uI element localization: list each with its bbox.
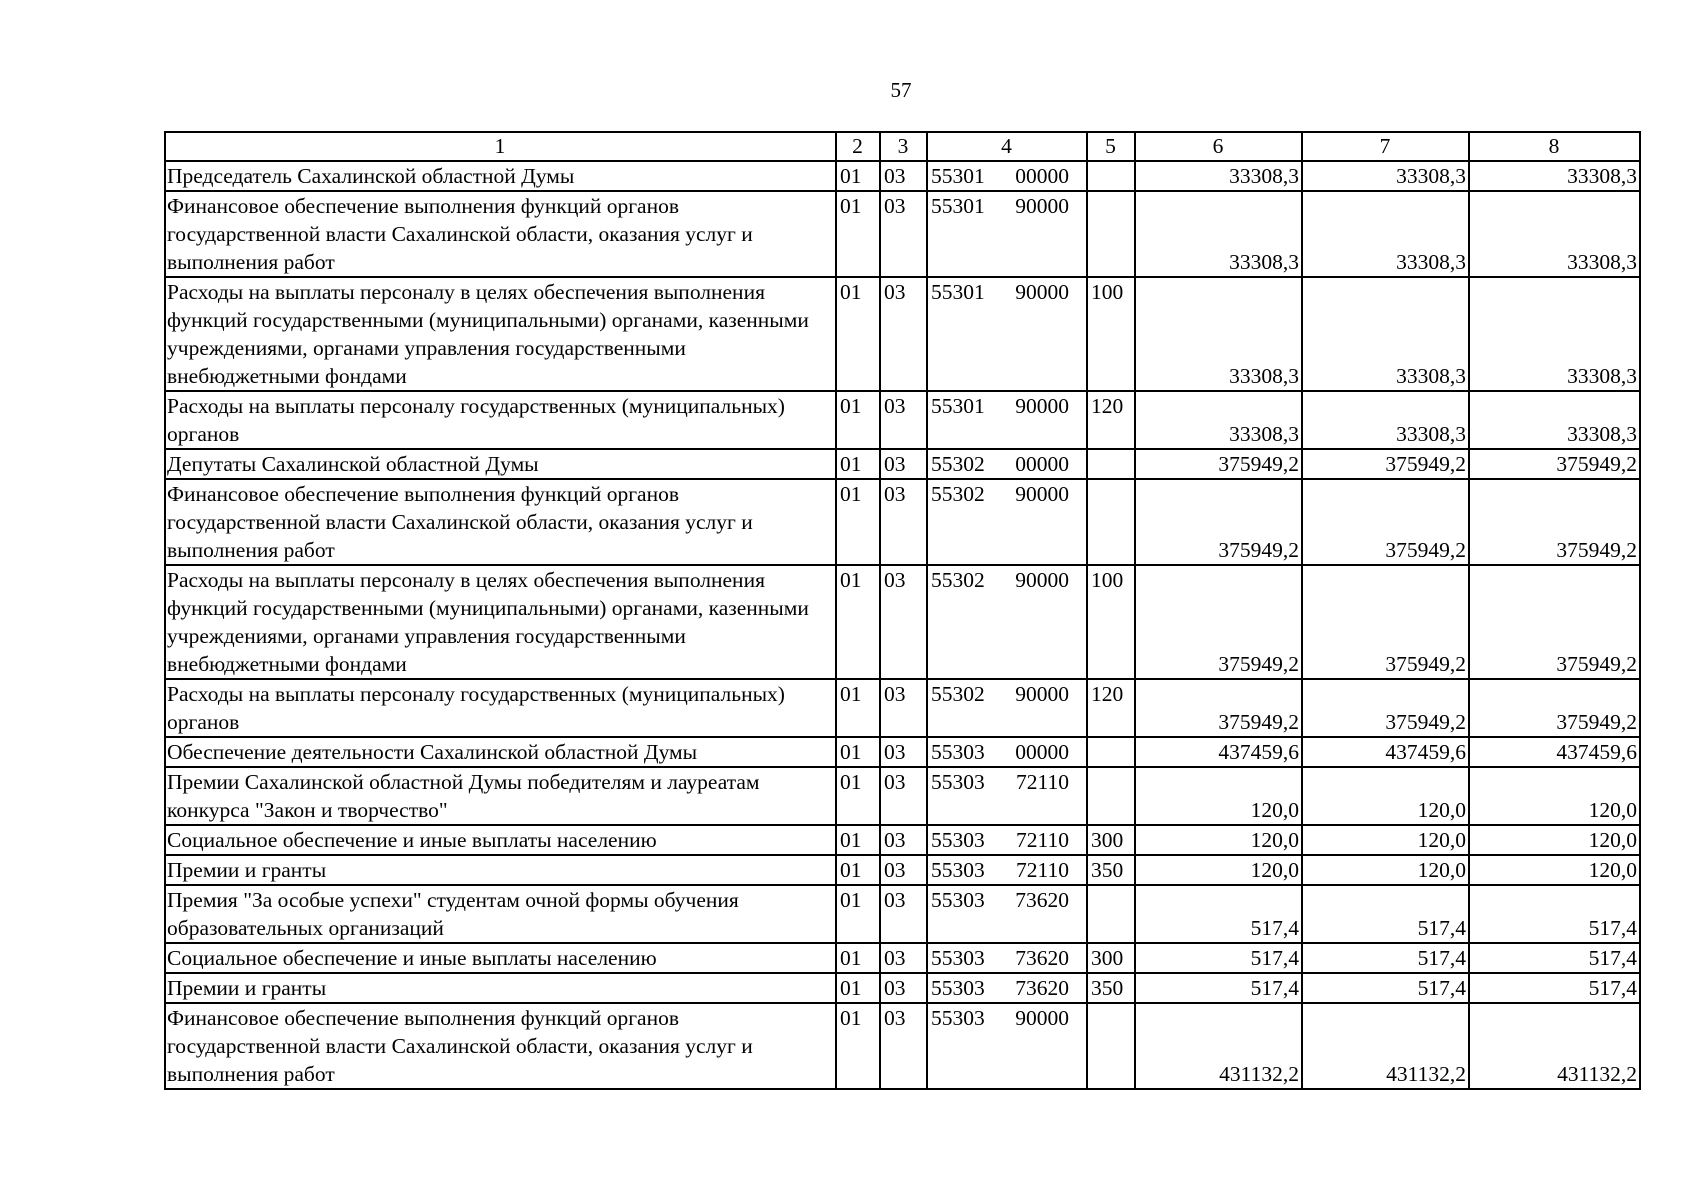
row-name-cell: Председатель Сахалинской областной Думы — [165, 161, 836, 191]
section-code-cell: 01 — [836, 449, 880, 479]
expense-type-cell — [1087, 191, 1135, 277]
amount-col7-cell: 431132,2 — [1302, 1003, 1469, 1089]
target-article-program-code: 55303 — [931, 976, 985, 1000]
amount-col8-cell: 120,0 — [1469, 825, 1640, 855]
target-article-direction-code: 90000 — [1015, 568, 1069, 592]
target-article-cell — [927, 161, 1087, 191]
amount-col7-cell: 33308,3 — [1302, 191, 1469, 277]
expense-type-cell — [1087, 449, 1135, 479]
subsection-code-cell: 03 — [880, 825, 927, 855]
amount-col8-cell: 375949,2 — [1469, 679, 1640, 737]
subsection-code-cell: 03 — [880, 449, 927, 479]
target-article-cell — [927, 479, 1087, 565]
table-row — [165, 679, 1640, 737]
row-name-cell: Финансовое обеспечение выполнения функций органов государственной власти Сахалинской области, оказания услуг и выполнения работ — [165, 1003, 836, 1089]
target-article-direction-code: 00000 — [1015, 164, 1069, 188]
amount-col8-cell: 33308,3 — [1469, 191, 1640, 277]
row-name-cell: Премии и гранты — [165, 973, 836, 1003]
expense-type-cell: 350 — [1087, 855, 1135, 885]
target-article-cell — [927, 855, 1087, 885]
header-cell: 3 — [880, 132, 927, 161]
table-row — [165, 479, 1640, 565]
amount-col6-cell: 120,0 — [1135, 855, 1302, 885]
amount-col7-cell: 33308,3 — [1302, 161, 1469, 191]
section-code-cell: 01 — [836, 943, 880, 973]
section-code-cell: 01 — [836, 277, 880, 391]
target-article-cell — [927, 737, 1087, 767]
target-article-direction-code: 90000 — [1015, 1006, 1069, 1030]
target-article-direction-code: 72110 — [1016, 770, 1069, 794]
table-row — [165, 277, 1640, 391]
target-article-cell — [927, 943, 1087, 973]
table-row — [165, 449, 1640, 479]
table-row — [165, 737, 1640, 767]
target-article-direction-code: 90000 — [1015, 280, 1069, 304]
amount-col8-cell: 437459,6 — [1469, 737, 1640, 767]
subsection-code-cell: 03 — [880, 973, 927, 1003]
amount-col7-cell: 517,4 — [1302, 973, 1469, 1003]
target-article-direction-code: 90000 — [1015, 394, 1069, 418]
target-article-cell — [927, 277, 1087, 391]
amount-col6-cell: 33308,3 — [1135, 161, 1302, 191]
row-name-cell: Расходы на выплаты персоналу государственных (муниципальных) органов — [165, 679, 836, 737]
table-row — [165, 825, 1640, 855]
amount-col7-cell: 33308,3 — [1302, 391, 1469, 449]
table-row — [165, 855, 1640, 885]
expense-type-cell — [1087, 767, 1135, 825]
amount-col8-cell: 375949,2 — [1469, 449, 1640, 479]
amount-col8-cell: 120,0 — [1469, 767, 1640, 825]
expense-type-cell: 120 — [1087, 679, 1135, 737]
target-article-program-code: 55301 — [931, 194, 985, 218]
target-article-direction-code: 90000 — [1015, 194, 1069, 218]
section-code-cell: 01 — [836, 1003, 880, 1089]
expense-type-cell — [1087, 161, 1135, 191]
header-row — [165, 132, 1640, 161]
target-article-program-code: 55303 — [931, 1006, 985, 1030]
expense-type-cell: 100 — [1087, 277, 1135, 391]
table-row — [165, 973, 1640, 1003]
subsection-code-cell: 03 — [880, 161, 927, 191]
amount-col6-cell: 517,4 — [1135, 973, 1302, 1003]
table-row — [165, 565, 1640, 679]
subsection-code-cell: 03 — [880, 565, 927, 679]
amount-col8-cell: 33308,3 — [1469, 391, 1640, 449]
target-article-program-code: 55303 — [931, 828, 985, 852]
amount-col8-cell: 33308,3 — [1469, 161, 1640, 191]
target-article-cell — [927, 449, 1087, 479]
expense-type-cell — [1087, 479, 1135, 565]
target-article-cell — [927, 767, 1087, 825]
expense-type-cell: 300 — [1087, 943, 1135, 973]
target-article-program-code: 55301 — [931, 280, 985, 304]
expense-type-cell: 100 — [1087, 565, 1135, 679]
amount-col6-cell: 437459,6 — [1135, 737, 1302, 767]
subsection-code-cell: 03 — [880, 885, 927, 943]
target-article-program-code: 55303 — [931, 888, 985, 912]
section-code-cell: 01 — [836, 825, 880, 855]
subsection-code-cell: 03 — [880, 479, 927, 565]
target-article-program-code: 55301 — [931, 394, 985, 418]
section-code-cell: 01 — [836, 767, 880, 825]
subsection-code-cell: 03 — [880, 391, 927, 449]
amount-col8-cell: 375949,2 — [1469, 479, 1640, 565]
section-code-cell: 01 — [836, 391, 880, 449]
target-article-cell — [927, 1003, 1087, 1089]
row-name-cell: Депутаты Сахалинской областной Думы — [165, 449, 836, 479]
expense-type-cell — [1087, 885, 1135, 943]
target-article-direction-code: 72110 — [1016, 828, 1069, 852]
amount-col7-cell: 120,0 — [1302, 855, 1469, 885]
table-row — [165, 191, 1640, 277]
subsection-code-cell: 03 — [880, 943, 927, 973]
subsection-code-cell: 03 — [880, 679, 927, 737]
header-cell: 7 — [1302, 132, 1469, 161]
row-name-cell: Расходы на выплаты персоналу в целях обеспечения выполнения функций государственными (муниципальными) органами, казенными учреждениями, органами управления государственными внебюджетными фондами — [165, 277, 836, 391]
target-article-program-code: 55302 — [931, 682, 985, 706]
expense-type-cell — [1087, 1003, 1135, 1089]
section-code-cell: 01 — [836, 885, 880, 943]
amount-col6-cell: 120,0 — [1135, 767, 1302, 825]
amount-col6-cell: 375949,2 — [1135, 479, 1302, 565]
amount-col7-cell: 375949,2 — [1302, 679, 1469, 737]
amount-col6-cell: 33308,3 — [1135, 191, 1302, 277]
target-article-program-code: 55303 — [931, 770, 985, 794]
target-article-program-code: 55302 — [931, 452, 985, 476]
amount-col7-cell: 375949,2 — [1302, 479, 1469, 565]
target-article-cell — [927, 565, 1087, 679]
expense-type-cell: 120 — [1087, 391, 1135, 449]
header-cell: 6 — [1135, 132, 1302, 161]
amount-col7-cell: 375949,2 — [1302, 565, 1469, 679]
section-code-cell: 01 — [836, 679, 880, 737]
header-cell: 5 — [1087, 132, 1135, 161]
row-name-cell: Обеспечение деятельности Сахалинской областной Думы — [165, 737, 836, 767]
table-body — [165, 161, 1640, 1089]
table-row — [165, 943, 1640, 973]
row-name-cell: Социальное обеспечение и иные выплаты населению — [165, 825, 836, 855]
target-article-program-code: 55303 — [931, 946, 985, 970]
target-article-direction-code: 90000 — [1015, 482, 1069, 506]
row-name-cell: Расходы на выплаты персоналу в целях обеспечения выполнения функций государственными (муниципальными) органами, казенными учреждениями, органами управления государственными внебюджетными фондами — [165, 565, 836, 679]
page-number: 57 — [890, 78, 912, 102]
header-cell: 1 — [165, 132, 836, 161]
budget-table — [164, 131, 1641, 1090]
amount-col6-cell: 431132,2 — [1135, 1003, 1302, 1089]
table-row — [165, 767, 1640, 825]
section-code-cell: 01 — [836, 565, 880, 679]
amount-col8-cell: 517,4 — [1469, 885, 1640, 943]
row-name-cell: Премии Сахалинской областной Думы победителям и лауреатам конкурса "Закон и творчество" — [165, 767, 836, 825]
amount-col6-cell: 375949,2 — [1135, 449, 1302, 479]
expense-type-cell: 300 — [1087, 825, 1135, 855]
target-article-cell — [927, 191, 1087, 277]
amount-col7-cell: 375949,2 — [1302, 449, 1469, 479]
subsection-code-cell: 03 — [880, 737, 927, 767]
amount-col8-cell: 517,4 — [1469, 973, 1640, 1003]
header-cell: 8 — [1469, 132, 1640, 161]
target-article-program-code: 55302 — [931, 568, 985, 592]
subsection-code-cell: 03 — [880, 767, 927, 825]
amount-col8-cell: 375949,2 — [1469, 565, 1640, 679]
row-name-cell: Финансовое обеспечение выполнения функций органов государственной власти Сахалинской области, оказания услуг и выполнения работ — [165, 191, 836, 277]
row-name-cell: Расходы на выплаты персоналу государственных (муниципальных) органов — [165, 391, 836, 449]
table-row — [165, 161, 1640, 191]
subsection-code-cell: 03 — [880, 1003, 927, 1089]
target-article-program-code: 55303 — [931, 858, 985, 882]
target-article-cell — [927, 391, 1087, 449]
amount-col7-cell: 120,0 — [1302, 767, 1469, 825]
amount-col7-cell: 517,4 — [1302, 885, 1469, 943]
amount-col6-cell: 375949,2 — [1135, 565, 1302, 679]
section-code-cell: 01 — [836, 479, 880, 565]
target-article-program-code: 55301 — [931, 164, 985, 188]
amount-col6-cell: 120,0 — [1135, 825, 1302, 855]
expense-type-cell — [1087, 737, 1135, 767]
section-code-cell: 01 — [836, 973, 880, 1003]
amount-col6-cell: 375949,2 — [1135, 679, 1302, 737]
amount-col6-cell: 517,4 — [1135, 943, 1302, 973]
target-article-direction-code: 73620 — [1015, 976, 1069, 1000]
target-article-cell — [927, 973, 1087, 1003]
amount-col8-cell: 517,4 — [1469, 943, 1640, 973]
header-cell: 4 — [927, 132, 1087, 161]
header-cell: 2 — [836, 132, 880, 161]
subsection-code-cell: 03 — [880, 191, 927, 277]
amount-col6-cell: 517,4 — [1135, 885, 1302, 943]
amount-col6-cell: 33308,3 — [1135, 391, 1302, 449]
target-article-cell — [927, 885, 1087, 943]
target-article-direction-code: 00000 — [1015, 740, 1069, 764]
target-article-direction-code: 73620 — [1015, 888, 1069, 912]
table-row — [165, 391, 1640, 449]
expense-type-cell: 350 — [1087, 973, 1135, 1003]
row-name-cell: Премии и гранты — [165, 855, 836, 885]
amount-col7-cell: 517,4 — [1302, 943, 1469, 973]
target-article-program-code: 55303 — [931, 740, 985, 764]
amount-col8-cell: 33308,3 — [1469, 277, 1640, 391]
section-code-cell: 01 — [836, 191, 880, 277]
table-row — [165, 1003, 1640, 1089]
subsection-code-cell: 03 — [880, 277, 927, 391]
table-row — [165, 885, 1640, 943]
row-name-cell: Финансовое обеспечение выполнения функций органов государственной власти Сахалинской области, оказания услуг и выполнения работ — [165, 479, 836, 565]
section-code-cell: 01 — [836, 855, 880, 885]
amount-col8-cell: 120,0 — [1469, 855, 1640, 885]
target-article-direction-code: 72110 — [1016, 858, 1069, 882]
target-article-direction-code: 90000 — [1015, 682, 1069, 706]
section-code-cell: 01 — [836, 737, 880, 767]
target-article-direction-code: 00000 — [1015, 452, 1069, 476]
amount-col7-cell: 437459,6 — [1302, 737, 1469, 767]
row-name-cell: Социальное обеспечение и иные выплаты населению — [165, 943, 836, 973]
target-article-cell — [927, 679, 1087, 737]
target-article-cell — [927, 825, 1087, 855]
target-article-direction-code: 73620 — [1015, 946, 1069, 970]
section-code-cell: 01 — [836, 161, 880, 191]
amount-col7-cell: 120,0 — [1302, 825, 1469, 855]
target-article-program-code: 55302 — [931, 482, 985, 506]
amount-col8-cell: 431132,2 — [1469, 1003, 1640, 1089]
amount-col6-cell: 33308,3 — [1135, 277, 1302, 391]
amount-col7-cell: 33308,3 — [1302, 277, 1469, 391]
subsection-code-cell: 03 — [880, 855, 927, 885]
row-name-cell: Премия "За особые успехи" студентам очной формы обучения образовательных организаций — [165, 885, 836, 943]
